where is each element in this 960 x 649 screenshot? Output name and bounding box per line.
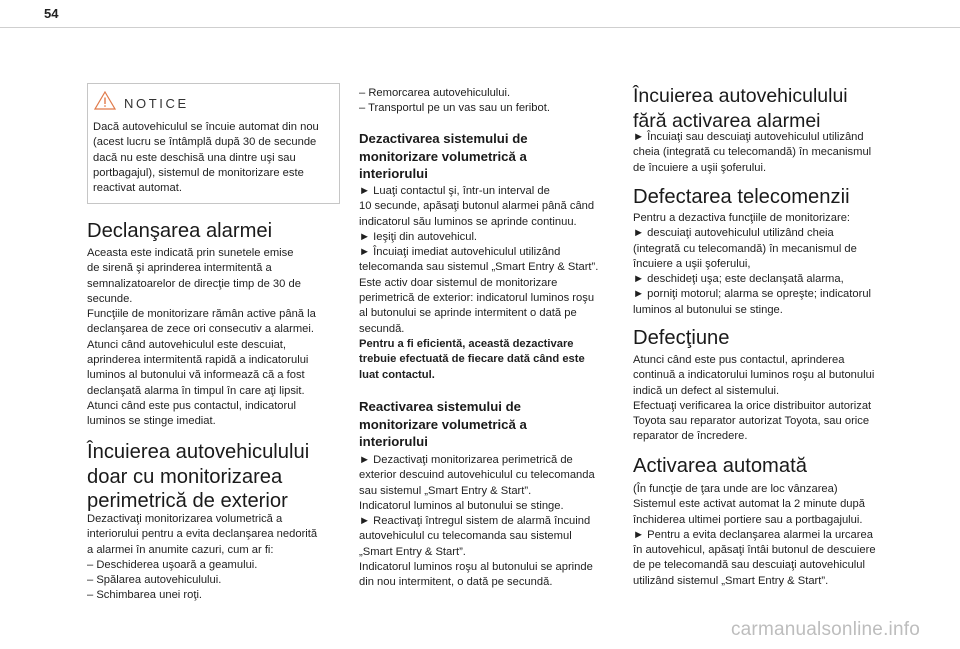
text-line: ► Încuiaţi imediat autovehiculul utilizând (359, 246, 561, 259)
header-divider (0, 27, 960, 28)
text-line: Pentru a dezactiva funcţiile de monitorizare: (633, 212, 851, 224)
text-line: sau sistemul „Smart Entry & Start”. (359, 484, 532, 497)
text-line: Atunci când este pus contactul, aprinderea (633, 354, 845, 366)
watermark: carmanualsonline.info (730, 619, 920, 640)
list-item: – Schimbarea unei roţi. (87, 589, 203, 602)
heading-line: Reactivarea sistemului de (359, 399, 521, 414)
text-line: indicatorul său luminos se aprinde continuu. (359, 215, 577, 228)
notice-line: (acest lucru se întâmplă după 30 de secunde (93, 136, 317, 149)
text-line: Funcţiile de monitorizare rămân active până la (87, 308, 316, 321)
text-line: Atunci când este pus contactul, indicatorul (87, 399, 296, 412)
deactivate-text (359, 184, 615, 383)
text-line: ► Luaţi contactul şi, într-un interval de (359, 185, 550, 197)
fault-heading: Defecţiune (633, 327, 730, 349)
text-line: al butonului se aprinde intermitent o dată pe (359, 307, 577, 320)
deactivate-heading (359, 130, 528, 183)
notice-line: dacă nu este deschisă una dintre uşi sau (93, 151, 296, 164)
alarm-trigger-text (87, 246, 343, 430)
remote-failure-heading: Defectarea telecomenzii (633, 186, 850, 208)
heading-line: Încuierea autovehiculului (87, 441, 310, 463)
text-line: Aceasta este indicată prin sunetele emise (87, 247, 294, 259)
heading-line: Dezactivarea sistemului de (359, 131, 528, 146)
reactivate-heading (359, 398, 527, 451)
text-line: ► Încuiaţi sau descuiaţi autovehiculul utilizând (633, 131, 864, 143)
heading-line: fără activarea alarmei (633, 109, 821, 132)
bold-line: luat contactul. (359, 368, 435, 381)
remote-failure-text (633, 211, 893, 318)
text-line: (În funcţie de ţara unde are loc vânzarea) (633, 483, 838, 495)
text-line: Indicatorul luminos al butonului se stinge. (359, 499, 564, 512)
text-line: cheia (integrată cu telecomandă) în mecanismul (633, 146, 872, 159)
text-line: declanşarea de zece ori consecutiv a alarmei. (87, 323, 314, 336)
text-line: Dezactivaţi monitorizarea volumetrică a (87, 513, 283, 525)
text-line: (integrată cu telecomandă) în mecanismul de (633, 242, 857, 255)
text-line: Sistemul este activat automat la 2 minute după (633, 498, 865, 511)
perimeter-lock-heading (87, 440, 309, 514)
intro-list (359, 86, 615, 117)
warning-icon (94, 91, 116, 115)
reactivate-text (359, 453, 615, 591)
text-line: luminos se stinge imediat. (87, 415, 216, 428)
text-line: Indicatorul luminos roşu al butonului se aprinde (359, 561, 593, 574)
text-line: perimetrică de exterior: indicatorul luminos roşu (359, 292, 595, 305)
text-line: din nou intermitent, o dată pe secundă. (359, 576, 553, 589)
text-line: exterior descuind autovehiculul cu telecomanda (359, 469, 595, 482)
text-line: ► descuiaţi autovehiculul utilizând cheia (633, 227, 834, 240)
page-number: 54 (44, 6, 59, 21)
text-line: a alarmei în anumite cazuri, cum ar fi: (87, 543, 274, 556)
text-line: Toyota sau reparator autorizat Toyota, sau orice (633, 415, 870, 428)
bold-line: Pentru a fi eficientă, această dezactivare (359, 337, 574, 350)
text-line: ► Dezactivaţi monitorizarea perimetrică de (359, 454, 573, 466)
text-line: închiderea ultimei portiere sau a portbagajului. (633, 513, 863, 526)
heading-line: interiorului (359, 434, 428, 449)
no-alarm-lock-heading (633, 84, 848, 133)
text-line: ► Pentru a evita declanşarea alarmei la urcarea (633, 528, 873, 541)
list-item: – Spălarea autovehiculului. (87, 574, 222, 587)
heading-line: Încuierea autovehiculului (633, 85, 848, 107)
text-line: „Smart Entry & Start”. (359, 545, 466, 558)
text-line: autovehiculul cu telecomanda sau sistemul (359, 530, 572, 543)
text-line: Atunci când autovehiculul este descuiat, (87, 338, 287, 351)
text-line: continuă a indicatorului luminos roşu al butonului (633, 369, 875, 382)
text-line: luminos al butonului vă informează că a fost (87, 369, 305, 382)
text-line: Efectuaţi verificarea la orice distribuitor autorizat (633, 399, 872, 412)
text-line: ► deschideţi uşa; este declanşată alarma, (633, 273, 844, 286)
text-line: în autovehicul, apăsaţi întâi butonul de descuiere (633, 544, 876, 557)
text-line: ► porniţi motorul; alarma se opreşte; indicatorul (633, 288, 872, 301)
text-line: aprinderea intermitentă rapidă a indicatorului (87, 354, 309, 367)
heading-line: interiorului (359, 166, 428, 181)
text-line: indică un defect al sistemului. (633, 384, 780, 397)
text-line: ► Reactivaţi întregul sistem de alarmă încuind (359, 515, 591, 528)
text-line: ► Ieşiţi din autovehicul. (359, 230, 478, 243)
heading-line: doar cu monitorizarea (87, 465, 283, 488)
list-item: – Deschiderea uşoară a geamului. (87, 558, 258, 571)
auto-activation-text (633, 482, 893, 589)
text-line: de pe telecomandă sau descuiaţi autovehiculul (633, 559, 865, 572)
notice-line: Dacă autovehiculul se încuie automat din nou (93, 121, 319, 133)
auto-activation-heading: Activarea automată (633, 455, 807, 477)
notice-line: reactivat automat. (93, 182, 182, 195)
text-line: secunde. (87, 292, 133, 305)
alarm-trigger-heading: Declanşarea alarmei (87, 220, 273, 242)
text-line: Este activ doar sistemul de monitorizare (359, 276, 558, 289)
no-alarm-lock-text (633, 130, 893, 176)
notice-header (94, 91, 189, 115)
text-line: de sirenă şi aprinderea intermitentă a (87, 262, 272, 275)
list-item: – Transportul pe un vas sau un feribot. (359, 102, 550, 115)
text-line: reparator de încredere. (633, 430, 748, 443)
text-line: utilizând sistemul „Smart Entry & Start”. (633, 574, 829, 587)
text-line: telecomanda sau sistemul „Smart Entry & Start”. (359, 261, 599, 274)
text-line: de încuiere a uşii şoferului. (633, 161, 767, 174)
list-item: – Remorcarea autovehiculului. (359, 87, 511, 99)
text-line: secundă. (359, 322, 405, 335)
notice-title: NOTICE (124, 95, 189, 111)
text-line: interiorului pentru a evita declanşarea nedorită (87, 528, 318, 541)
fault-text (633, 353, 893, 445)
text-line: semnalizatoarelor de direcţie timp de 30 de (87, 277, 301, 290)
notice-text (93, 120, 337, 196)
heading-line: monitorizare volumetrică a (359, 416, 527, 432)
text-line: declanşată alarma în timpul în care aţi lipsit. (87, 384, 305, 397)
text-line: încuiere a uşii şoferului, (633, 257, 751, 270)
notice-box (87, 83, 340, 204)
heading-line: monitorizare volumetrică a (359, 148, 527, 164)
bold-line: trebuie efectuată de fiecare dată când este (359, 353, 585, 366)
text-line: luminos al butonului se stinge. (633, 303, 783, 316)
text-line: 10 secunde, apăsaţi butonul alarmei până când (359, 200, 595, 213)
notice-line: portbagajul), sistemul de monitorizare este (93, 166, 304, 179)
perimeter-lock-text (87, 512, 343, 604)
heading-line: perimetrică de exterior (87, 490, 288, 512)
